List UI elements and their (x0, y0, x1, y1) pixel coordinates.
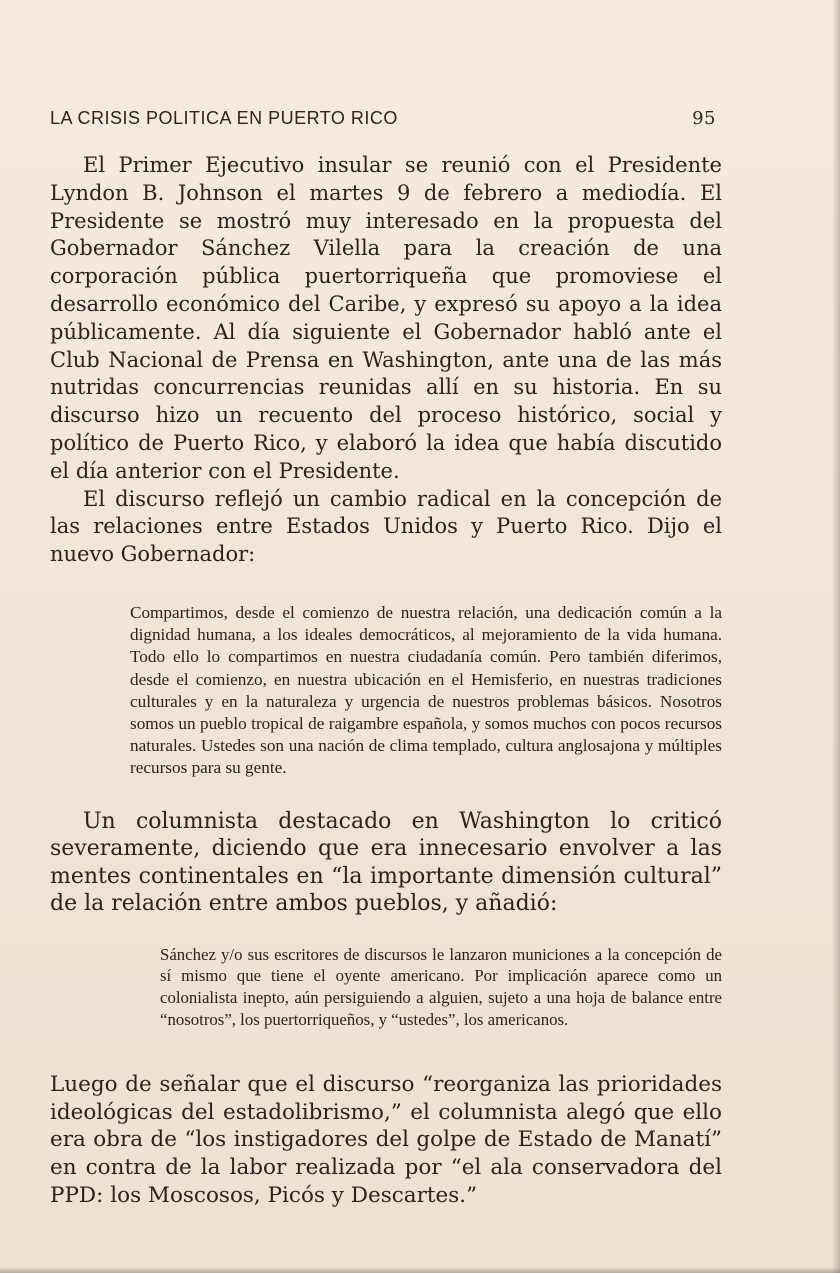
paragraph-1: El Primer Ejecutivo insular se reunió con el Presidente Lyndon B. Johnson el martes 9 de febrero a mediodía. El Presidente se mostró muy interesado en la propuesta del Gobernador Sánchez Vilella para la creación de una corporación pública puertorriqueña que promoviese el desarrollo económico del Caribe, y expresó su apoyo a la idea públicamente. Al día siguiente el Gobernador habló ante el Club Nacional de Prensa en Washington, ante una de las más nutridas concurrencias reunidas allí en su historia. En su discurso hizo un recuento del proceso histórico, social y político de Puerto Rico, y elaboró la idea que había discutido el día anterior con el Presidente. (50, 153, 722, 483)
page-body (50, 152, 722, 1210)
page-edge-shadow-bottom (0, 1267, 840, 1273)
block-quote-columnist: Sánchez y/o sus escritores de discursos le lanzaron municiones a la concepción de sí mismo que tiene el oyente americano. Por implicación aparece como un colonialista inepto, aún persiguiendo a alguien, sujeto a una hoja de balance entre “nosotros”, los puertorriqueños, y “ustedes”, los americanos. (160, 944, 722, 1029)
paragraph-4: Luego de señalar que el discurso “reorganiza las prioridades ideológicas del estadolibrismo,” el columnista alegó que ello era obra de “los instigadores del golpe de Estado de Manatí” en contra de la labor realizada por “el ala conservadora del PPD: los Moscosos, Picós y Descartes.” (50, 1071, 722, 1208)
paragraph-3: Un columnista destacado en Washington lo criticó severamente, diciendo que era innecesario envolver a las mentes continentales en “la importante dimensión cultural” de la relación entre ambos pueblos, y añadió: (50, 808, 722, 917)
block-quote-governor: Compartimos, desde el comienzo de nuestra relación, una dedicación común a la dignidad humana, a los ideales democráticos, al mejoramiento de la vida humana. Todo ello lo compartimos en nuestra ciudadanía común. Pero también diferimos, desde el comienzo, en nuestra ubicación en el Hemisferio, en nuestras tradiciones culturales y en la naturaleza y urgencia de nuestros problemas básicos. Nosotros somos un pueblo tropical de raigambre española, y somos muchos con pocos recursos naturales. Ustedes son una nación de clima templado, cultura anglosajona y múltiples recursos para su gente. (130, 602, 722, 778)
running-title: LA CRISIS POLITICA EN PUERTO RICO (50, 108, 398, 128)
page-edge-shadow-right (832, 0, 840, 1273)
page-number: 95 (692, 108, 716, 129)
paragraph-2: El discurso reflejó un cambio radical en la concepción de las relaciones entre Estados Unidos y Puerto Rico. Dijo el nuevo Gobernador: (50, 486, 722, 567)
running-header (50, 108, 716, 132)
